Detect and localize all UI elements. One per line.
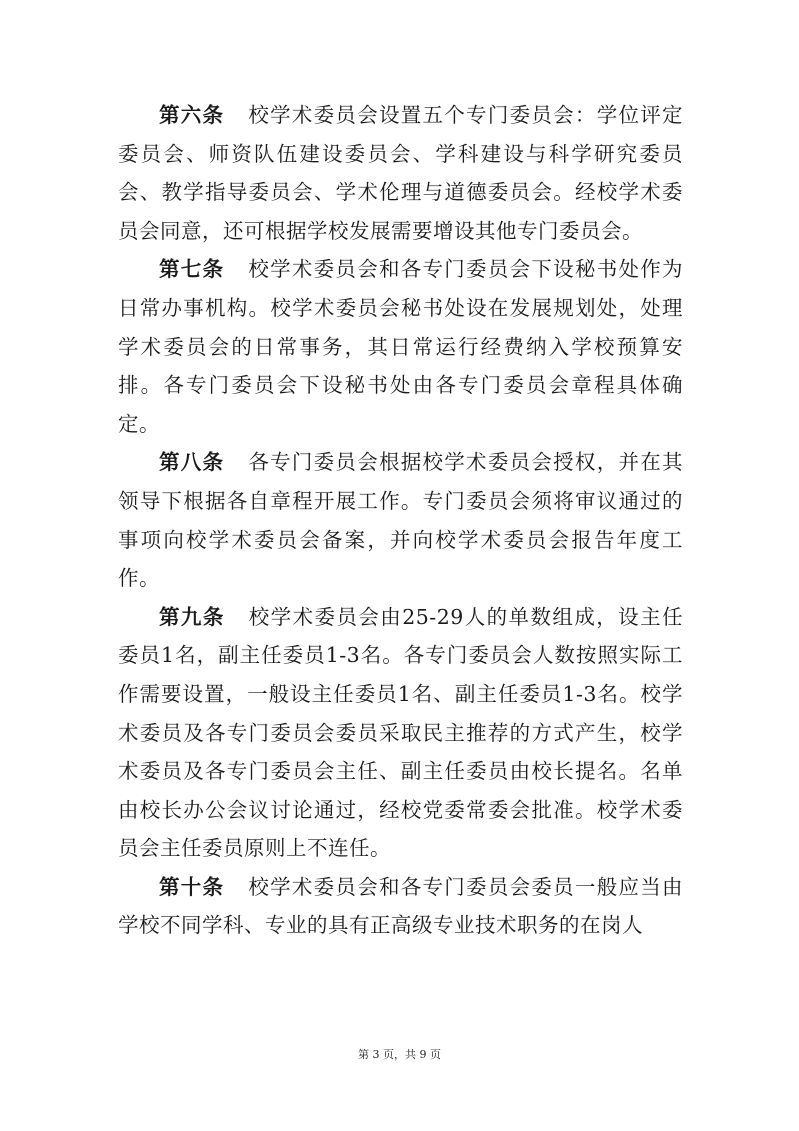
article-6-number: 第六条	[159, 103, 225, 127]
article-8-text: 各专门委员会根据校学术委员会授权，并在其领导下根据各自章程开展工作。专门委员会须将审议通过的事项向校学术委员会备案，并向校学术委员会报告年度工作。	[118, 450, 684, 591]
article-7-text: 校学术委员会和各专门委员会下设秘书处作为日常办事机构。校学术委员会秘书处设在发展规划处，处理学术委员会的日常事务，其日常运行经费纳入学校预算安排。各专门委员会下设秘书处由各专门委员会章程具体确定。	[118, 257, 684, 436]
article-8	[118, 443, 683, 597]
article-6	[118, 96, 683, 250]
article-9-number: 第九条	[159, 604, 225, 629]
article-7-number: 第七条	[159, 257, 225, 282]
article-7	[118, 250, 683, 443]
document-body	[118, 96, 683, 945]
article-10	[118, 868, 683, 945]
article-9-text: 校学术委员会由25-29人的单数组成，设主任委员1名，副主任委员1-3名。各专门委员会人数按照实际工作需要设置，一般设主任委员1名、副主任委员1-3名。校学术委员及各专门委员会委员采取民主推荐的方式产生，校学术委员及各专门委员会主任、副主任委员由校长提名。名单由校长办公会议讨论通过，经校党委常委会批准。校学术委员会主任委员原则上不连任。	[118, 604, 683, 861]
page-number-footer: 第 3 页，共 9 页	[358, 1048, 441, 1061]
article-6-text: 校学术委员会设置五个专门委员会：学位评定委员会、师资队伍建设委员会、学科建设与科学研究委员会、教学指导委员会、学术伦理与道德委员会。经校学术委员会同意，还可根据学校发展需要增设其他专门委员会。	[118, 103, 684, 243]
article-9	[118, 598, 683, 868]
article-8-number: 第八条	[159, 450, 225, 475]
article-10-text: 校学术委员会和各专门委员会委员一般应当由学校不同学科、专业的具有正高级专业技术职务的在岗人	[118, 874, 684, 938]
article-10-number: 第十条	[159, 874, 225, 899]
